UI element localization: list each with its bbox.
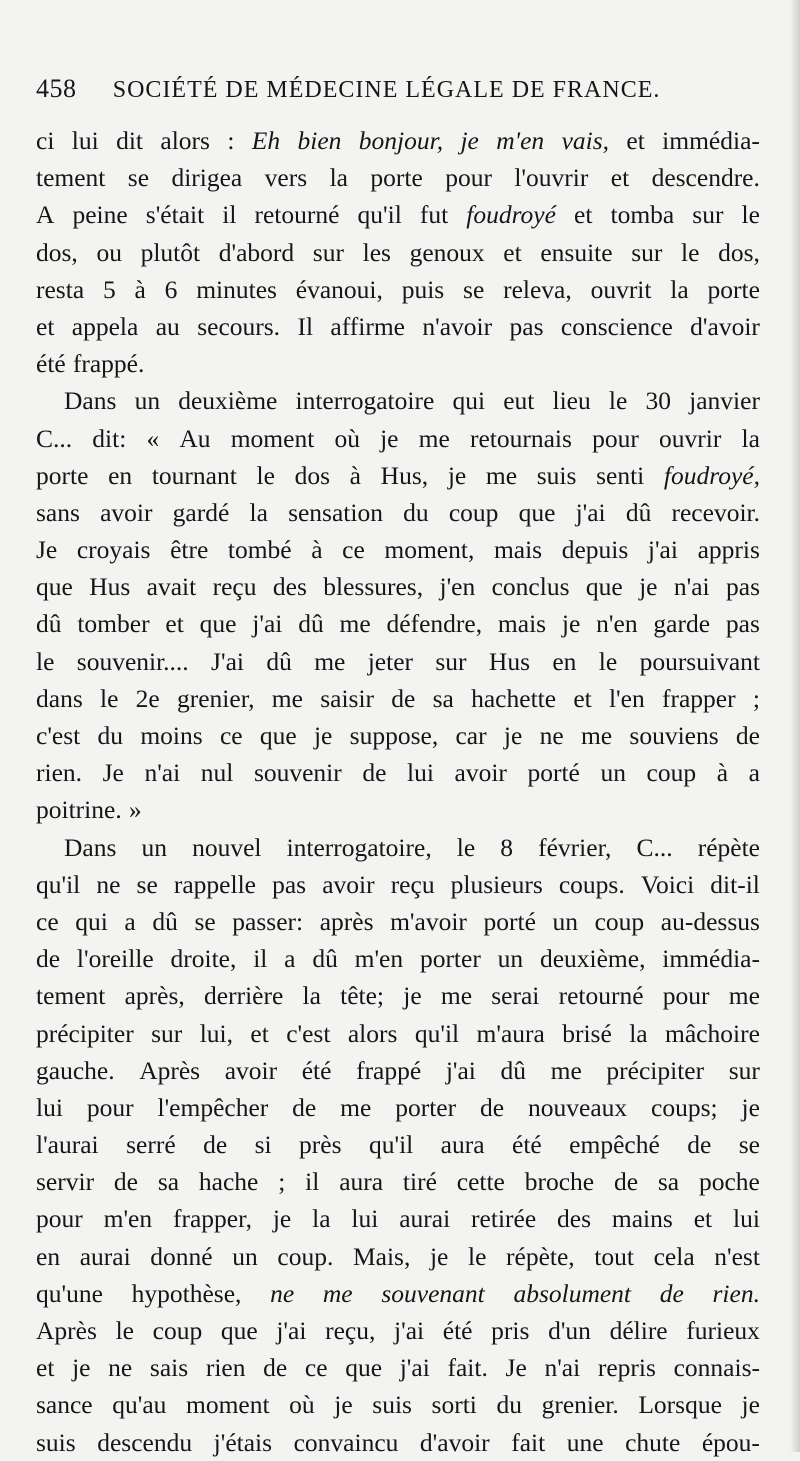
text-line: resta 5 à 6 minutes évanoui, puis se releva, ouvrit la porte — [36, 274, 760, 304]
page-spine-shadow — [790, 0, 800, 1452]
text-line: dû tomber et que j'ai dû me défendre, mais je n'en garde pas — [36, 609, 760, 639]
text-line: et appela au secours. Il affirme n'avoir pas conscience d'avoir — [36, 311, 760, 341]
text-line: rien. Je n'ai nul souvenir de lui avoir porté un coup à a — [36, 758, 760, 788]
text-line: C... dit: « Au moment où je me retournais pour ouvrir la — [36, 423, 760, 453]
text-line: et je ne sais rien de ce que j'ai fait. Je n'ai repris connais- — [36, 1353, 760, 1383]
text-line: tement après, derrière la tête; je me serai retourné pour me — [36, 981, 760, 1011]
text-line: c'est du moins ce que je suppose, car je ne me souviens de — [36, 721, 760, 750]
text-line: lui pour l'empêcher de me porter de nouveaux coups; je — [36, 1092, 760, 1122]
text-line: poitrine. » — [36, 795, 142, 825]
text-line: Je croyais être tombé à ce moment, mais depuis j'ai appris — [36, 535, 760, 565]
text-line: qu'il ne se rappelle pas avoir reçu plusieurs coups. Voici dit-il — [36, 869, 760, 899]
text-line: dos, ou plutôt d'abord sur les genoux et ensuite sur le dos, — [36, 237, 760, 267]
text-line: ce qui a dû se passer: après m'avoir porté un coup au-dessus — [36, 906, 760, 936]
running-title: SOCIÉTÉ DE MÉDECINE LÉGALE DE FRANCE. — [112, 77, 661, 103]
text-line: que Hus avait reçu des blessures, j'en conclus que je n'ai pas — [36, 572, 760, 602]
text-line: porte en tournant le dos à Hus, je me suis senti foudroyé, — [36, 460, 760, 490]
text-line: tement se dirigea vers la porte pour l'ouvrir et descendre. — [36, 163, 760, 193]
text-line: été frappé. — [36, 349, 145, 379]
text-line: Dans un deuxième interrogatoire qui eut lieu le 30 janvier — [64, 386, 760, 416]
text-line: de l'oreille droite, il a dû m'en porter un deuxième, immédia- — [36, 944, 760, 974]
text-line: pour m'en frapper, je la lui aurai retirée des mains et lui — [36, 1204, 760, 1234]
page-number: 458 — [36, 74, 77, 103]
text-line: l'aurai serré de si près qu'il aura été empêché de se — [36, 1130, 760, 1160]
text-line: A peine s'était il retourné qu'il fut foudroyé et tomba sur le — [36, 200, 760, 230]
text-line: Après le coup que j'ai reçu, j'ai été pris d'un délire furieux — [36, 1316, 760, 1345]
text-line: servir de sa hache ; il aura tiré cette broche de sa poche — [36, 1167, 760, 1197]
text-line: le souvenir.... J'ai dû me jeter sur Hus en le poursuivant — [36, 646, 760, 676]
text-line: dans le 2e grenier, me saisir de sa hachette et l'en frapper ; — [36, 683, 760, 713]
running-header — [36, 74, 756, 104]
text-line: Dans un nouvel interrogatoire, le 8 février, C... répète — [64, 832, 760, 862]
text-line: ci lui dit alors : Eh bien bonjour, je m'en vais, et immédia- — [36, 126, 760, 155]
text-line: qu'une hypothèse, ne me souvenant absolument de rien. — [36, 1278, 760, 1308]
body-text — [36, 122, 760, 1461]
text-line: suis descendu j'étais convaincu d'avoir fait une chute épou- — [36, 1427, 760, 1457]
text-line: en aurai donné un coup. Mais, je le répète, tout cela n'est — [36, 1241, 760, 1271]
text-line: gauche. Après avoir été frappé j'ai dû me précipiter sur — [36, 1055, 760, 1085]
text-line: sans avoir gardé la sensation du coup que j'ai dû recevoir. — [36, 497, 760, 527]
text-line: sance qu'au moment où je suis sorti du grenier. Lorsque je — [36, 1390, 760, 1420]
text-line: précipiter sur lui, et c'est alors qu'il m'aura brisé la mâchoire — [36, 1018, 760, 1048]
